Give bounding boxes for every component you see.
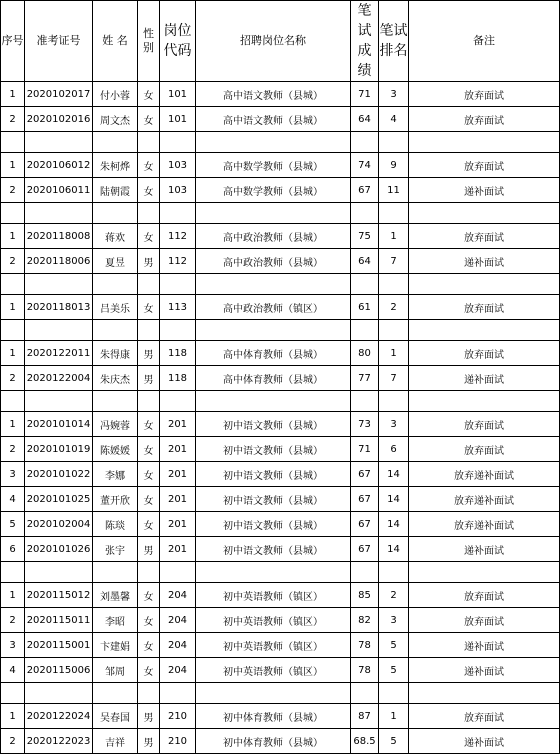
cell-score xyxy=(351,132,379,153)
cell-remark: 递补面试 xyxy=(409,366,560,391)
cell-score: 77 xyxy=(351,366,379,391)
cell-remark: 放弃递补面试 xyxy=(409,512,560,537)
cell-remark xyxy=(409,391,560,412)
cell-exam-id: 2020115012 xyxy=(25,583,93,608)
cell-gender: 男 xyxy=(138,341,160,366)
cell-name: 李昭 xyxy=(93,608,138,633)
cell-seq: 2 xyxy=(1,366,25,391)
cell-remark: 放弃面试 xyxy=(409,107,560,132)
cell-remark xyxy=(409,320,560,341)
cell-name: 吉祥 xyxy=(93,729,138,754)
cell-gender: 男 xyxy=(138,366,160,391)
cell-post-code: 201 xyxy=(160,412,196,437)
cell-rank: 3 xyxy=(379,412,409,437)
cell-seq: 4 xyxy=(1,487,25,512)
cell-name xyxy=(93,132,138,153)
table-row xyxy=(1,437,560,462)
table-row xyxy=(1,729,560,754)
cell-rank: 7 xyxy=(379,366,409,391)
cell-exam-id: 2020122004 xyxy=(25,366,93,391)
cell-gender: 女 xyxy=(138,437,160,462)
cell-post-name xyxy=(196,562,351,583)
cell-post-code: 118 xyxy=(160,341,196,366)
cell-exam-id: 2020101026 xyxy=(25,537,93,562)
cell-gender: 女 xyxy=(138,178,160,203)
cell-post-code: 101 xyxy=(160,107,196,132)
cell-exam-id: 2020122023 xyxy=(25,729,93,754)
cell-score: 78 xyxy=(351,658,379,683)
cell-rank: 1 xyxy=(379,341,409,366)
table-body xyxy=(1,82,560,754)
table-row xyxy=(1,583,560,608)
cell-post-name: 高中语文教师（县城） xyxy=(196,82,351,107)
cell-post-code: 103 xyxy=(160,153,196,178)
cell-rank xyxy=(379,562,409,583)
header-post-code: 岗位代码 xyxy=(160,1,196,82)
cell-rank: 5 xyxy=(379,658,409,683)
cell-seq: 2 xyxy=(1,437,25,462)
separator-row xyxy=(1,391,560,412)
table-row xyxy=(1,487,560,512)
cell-remark: 递补面试 xyxy=(409,537,560,562)
cell-score: 67 xyxy=(351,537,379,562)
cell-exam-id: 2020118006 xyxy=(25,249,93,274)
separator-row xyxy=(1,683,560,704)
cell-gender: 男 xyxy=(138,729,160,754)
cell-score: 82 xyxy=(351,608,379,633)
cell-exam-id: 2020122024 xyxy=(25,704,93,729)
cell-post-name xyxy=(196,132,351,153)
cell-post-code: 201 xyxy=(160,537,196,562)
separator-row xyxy=(1,274,560,295)
cell-post-code xyxy=(160,320,196,341)
cell-post-name: 高中数学教师（县城） xyxy=(196,178,351,203)
cell-seq: 2 xyxy=(1,107,25,132)
cell-exam-id: 2020101019 xyxy=(25,437,93,462)
cell-rank xyxy=(379,203,409,224)
cell-seq: 1 xyxy=(1,224,25,249)
table-row xyxy=(1,633,560,658)
cell-post-name: 初中语文教师（县城） xyxy=(196,437,351,462)
cell-rank: 2 xyxy=(379,583,409,608)
header-rank: 笔试排名 xyxy=(379,1,409,82)
cell-rank: 4 xyxy=(379,107,409,132)
table-row xyxy=(1,462,560,487)
cell-post-name: 初中体育教师（县城） xyxy=(196,704,351,729)
cell-seq: 1 xyxy=(1,82,25,107)
cell-name: 吕美乐 xyxy=(93,295,138,320)
cell-gender: 女 xyxy=(138,487,160,512)
cell-post-name: 初中语文教师（县城） xyxy=(196,412,351,437)
cell-score: 75 xyxy=(351,224,379,249)
cell-rank: 1 xyxy=(379,704,409,729)
cell-seq: 5 xyxy=(1,512,25,537)
cell-exam-id xyxy=(25,683,93,704)
cell-post-code: 210 xyxy=(160,729,196,754)
cell-post-name xyxy=(196,320,351,341)
cell-remark: 放弃面试 xyxy=(409,437,560,462)
cell-gender xyxy=(138,203,160,224)
cell-seq: 1 xyxy=(1,583,25,608)
cell-gender: 女 xyxy=(138,633,160,658)
cell-name xyxy=(93,683,138,704)
cell-score xyxy=(351,562,379,583)
table-row xyxy=(1,704,560,729)
table-row xyxy=(1,249,560,274)
cell-post-code: 201 xyxy=(160,487,196,512)
cell-rank: 7 xyxy=(379,249,409,274)
cell-remark xyxy=(409,203,560,224)
cell-rank xyxy=(379,132,409,153)
cell-post-code xyxy=(160,562,196,583)
cell-rank: 14 xyxy=(379,462,409,487)
cell-exam-id xyxy=(25,132,93,153)
cell-gender: 女 xyxy=(138,583,160,608)
cell-rank: 6 xyxy=(379,437,409,462)
cell-score: 71 xyxy=(351,437,379,462)
cell-post-name: 高中数学教师（县城） xyxy=(196,153,351,178)
cell-post-name: 初中英语教师（镇区） xyxy=(196,633,351,658)
cell-post-name xyxy=(196,203,351,224)
table-row xyxy=(1,512,560,537)
cell-gender xyxy=(138,320,160,341)
cell-post-code: 118 xyxy=(160,366,196,391)
cell-name: 邹周 xyxy=(93,658,138,683)
cell-gender: 女 xyxy=(138,608,160,633)
cell-seq: 6 xyxy=(1,537,25,562)
cell-score: 67 xyxy=(351,487,379,512)
cell-name xyxy=(93,203,138,224)
cell-gender xyxy=(138,274,160,295)
cell-exam-id xyxy=(25,562,93,583)
cell-score: 67 xyxy=(351,512,379,537)
header-remark: 备注 xyxy=(409,1,560,82)
cell-remark: 放弃面试 xyxy=(409,224,560,249)
cell-seq xyxy=(1,203,25,224)
cell-exam-id: 2020101022 xyxy=(25,462,93,487)
cell-score: 64 xyxy=(351,249,379,274)
cell-post-code: 204 xyxy=(160,608,196,633)
cell-post-name: 初中语文教师（县城） xyxy=(196,462,351,487)
separator-row xyxy=(1,132,560,153)
cell-remark: 放弃面试 xyxy=(409,704,560,729)
cell-post-name: 初中语文教师（县城） xyxy=(196,487,351,512)
cell-rank: 14 xyxy=(379,512,409,537)
cell-post-code xyxy=(160,391,196,412)
cell-gender xyxy=(138,132,160,153)
cell-post-code: 112 xyxy=(160,249,196,274)
header-exam-id: 准考证号 xyxy=(25,1,93,82)
cell-gender: 女 xyxy=(138,412,160,437)
table-row xyxy=(1,82,560,107)
cell-exam-id: 2020102017 xyxy=(25,82,93,107)
cell-name: 朱庆杰 xyxy=(93,366,138,391)
cell-post-code: 204 xyxy=(160,658,196,683)
cell-rank xyxy=(379,320,409,341)
cell-post-name: 高中政治教师（县城） xyxy=(196,224,351,249)
table-row xyxy=(1,107,560,132)
table-row xyxy=(1,412,560,437)
cell-gender: 女 xyxy=(138,153,160,178)
cell-rank: 2 xyxy=(379,295,409,320)
cell-post-name: 初中语文教师（县城） xyxy=(196,512,351,537)
separator-row xyxy=(1,320,560,341)
cell-rank: 9 xyxy=(379,153,409,178)
cell-post-code xyxy=(160,132,196,153)
cell-score: 67 xyxy=(351,178,379,203)
header-row xyxy=(1,1,560,82)
cell-exam-id: 2020102004 xyxy=(25,512,93,537)
cell-exam-id: 2020102016 xyxy=(25,107,93,132)
cell-seq xyxy=(1,683,25,704)
cell-gender xyxy=(138,562,160,583)
cell-seq xyxy=(1,274,25,295)
cell-post-code: 201 xyxy=(160,462,196,487)
cell-score: 61 xyxy=(351,295,379,320)
cell-seq: 1 xyxy=(1,153,25,178)
cell-post-name xyxy=(196,391,351,412)
cell-seq: 4 xyxy=(1,658,25,683)
cell-name: 付小蓉 xyxy=(93,82,138,107)
cell-score xyxy=(351,274,379,295)
cell-post-code: 204 xyxy=(160,633,196,658)
cell-post-name: 初中英语教师（镇区） xyxy=(196,658,351,683)
cell-score: 78 xyxy=(351,633,379,658)
cell-seq: 3 xyxy=(1,633,25,658)
cell-post-name: 高中政治教师（镇区） xyxy=(196,295,351,320)
cell-post-name: 初中语文教师（县城） xyxy=(196,537,351,562)
cell-post-name: 初中英语教师（镇区） xyxy=(196,608,351,633)
cell-name: 朱柯烨 xyxy=(93,153,138,178)
cell-seq xyxy=(1,562,25,583)
cell-score: 68.5 xyxy=(351,729,379,754)
cell-post-code xyxy=(160,683,196,704)
cell-gender: 女 xyxy=(138,107,160,132)
cell-score: 87 xyxy=(351,704,379,729)
cell-post-code xyxy=(160,203,196,224)
cell-post-name: 初中体育教师（县城） xyxy=(196,729,351,754)
header-name: 姓 名 xyxy=(93,1,138,82)
cell-seq: 2 xyxy=(1,178,25,203)
cell-post-name: 高中体育教师（县城） xyxy=(196,366,351,391)
cell-exam-id: 2020106012 xyxy=(25,153,93,178)
table-row xyxy=(1,178,560,203)
cell-score: 67 xyxy=(351,462,379,487)
cell-post-name: 高中语文教师（县城） xyxy=(196,107,351,132)
cell-rank: 3 xyxy=(379,608,409,633)
cell-remark: 放弃面试 xyxy=(409,295,560,320)
cell-name: 陈媛媛 xyxy=(93,437,138,462)
cell-gender: 男 xyxy=(138,704,160,729)
cell-exam-id: 2020101025 xyxy=(25,487,93,512)
cell-remark: 递补面试 xyxy=(409,729,560,754)
cell-exam-id: 2020118008 xyxy=(25,224,93,249)
cell-score xyxy=(351,391,379,412)
cell-gender xyxy=(138,683,160,704)
cell-seq: 1 xyxy=(1,341,25,366)
cell-gender: 男 xyxy=(138,249,160,274)
cell-post-name: 高中体育教师（县城） xyxy=(196,341,351,366)
separator-row xyxy=(1,203,560,224)
cell-name xyxy=(93,274,138,295)
table-row xyxy=(1,224,560,249)
cell-post-code: 113 xyxy=(160,295,196,320)
cell-score: 71 xyxy=(351,82,379,107)
cell-name: 朱得康 xyxy=(93,341,138,366)
cell-score xyxy=(351,320,379,341)
cell-gender: 女 xyxy=(138,658,160,683)
cell-rank: 5 xyxy=(379,729,409,754)
cell-exam-id: 2020115011 xyxy=(25,608,93,633)
cell-remark: 递补面试 xyxy=(409,658,560,683)
cell-remark xyxy=(409,683,560,704)
cell-rank: 5 xyxy=(379,633,409,658)
cell-post-code: 201 xyxy=(160,437,196,462)
cell-seq xyxy=(1,320,25,341)
cell-name: 陈琰 xyxy=(93,512,138,537)
cell-gender: 女 xyxy=(138,82,160,107)
cell-name: 董开欣 xyxy=(93,487,138,512)
cell-post-code: 112 xyxy=(160,224,196,249)
table-row xyxy=(1,608,560,633)
cell-exam-id xyxy=(25,320,93,341)
cell-name: 刘墨馨 xyxy=(93,583,138,608)
table-row xyxy=(1,658,560,683)
cell-name xyxy=(93,320,138,341)
cell-name: 李娜 xyxy=(93,462,138,487)
cell-name: 陆朝霞 xyxy=(93,178,138,203)
cell-rank: 1 xyxy=(379,224,409,249)
header-gender: 性别 xyxy=(138,1,160,82)
cell-gender: 女 xyxy=(138,224,160,249)
header-seq: 序号 xyxy=(1,1,25,82)
cell-post-code: 204 xyxy=(160,583,196,608)
cell-rank: 3 xyxy=(379,82,409,107)
cell-rank xyxy=(379,683,409,704)
cell-rank xyxy=(379,274,409,295)
cell-rank: 14 xyxy=(379,487,409,512)
cell-remark xyxy=(409,274,560,295)
cell-name: 蒋欢 xyxy=(93,224,138,249)
cell-post-name xyxy=(196,274,351,295)
cell-exam-id xyxy=(25,391,93,412)
separator-row xyxy=(1,562,560,583)
cell-score: 73 xyxy=(351,412,379,437)
cell-remark: 放弃面试 xyxy=(409,341,560,366)
cell-remark: 放弃递补面试 xyxy=(409,462,560,487)
cell-seq: 3 xyxy=(1,462,25,487)
cell-gender: 女 xyxy=(138,462,160,487)
cell-seq xyxy=(1,391,25,412)
cell-name: 冯婉蓉 xyxy=(93,412,138,437)
table-row xyxy=(1,341,560,366)
cell-remark xyxy=(409,132,560,153)
cell-exam-id: 2020115001 xyxy=(25,633,93,658)
cell-score: 64 xyxy=(351,107,379,132)
cell-name xyxy=(93,562,138,583)
cell-remark: 递补面试 xyxy=(409,633,560,658)
cell-remark: 放弃递补面试 xyxy=(409,487,560,512)
cell-remark: 放弃面试 xyxy=(409,608,560,633)
cell-seq: 2 xyxy=(1,249,25,274)
cell-seq: 1 xyxy=(1,412,25,437)
cell-seq: 1 xyxy=(1,295,25,320)
table-row xyxy=(1,366,560,391)
cell-score: 80 xyxy=(351,341,379,366)
table-row xyxy=(1,537,560,562)
cell-exam-id: 2020101014 xyxy=(25,412,93,437)
cell-post-code xyxy=(160,274,196,295)
cell-name xyxy=(93,391,138,412)
cell-remark: 递补面试 xyxy=(409,178,560,203)
cell-gender: 男 xyxy=(138,537,160,562)
cell-seq: 2 xyxy=(1,608,25,633)
cell-remark: 递补面试 xyxy=(409,249,560,274)
cell-name: 卞建娟 xyxy=(93,633,138,658)
cell-remark: 放弃面试 xyxy=(409,583,560,608)
cell-post-name xyxy=(196,683,351,704)
table-row xyxy=(1,295,560,320)
cell-name: 吴春国 xyxy=(93,704,138,729)
cell-post-name: 高中政治教师（县城） xyxy=(196,249,351,274)
header-score: 笔试成绩 xyxy=(351,1,379,82)
cell-gender: 女 xyxy=(138,512,160,537)
cell-remark: 放弃面试 xyxy=(409,82,560,107)
cell-rank xyxy=(379,391,409,412)
cell-remark: 放弃面试 xyxy=(409,153,560,178)
cell-name: 张宇 xyxy=(93,537,138,562)
cell-seq xyxy=(1,132,25,153)
cell-score: 74 xyxy=(351,153,379,178)
cell-seq: 1 xyxy=(1,704,25,729)
cell-post-code: 103 xyxy=(160,178,196,203)
cell-score xyxy=(351,203,379,224)
cell-seq: 2 xyxy=(1,729,25,754)
table-row xyxy=(1,153,560,178)
cell-exam-id: 2020122011 xyxy=(25,341,93,366)
cell-name: 夏昱 xyxy=(93,249,138,274)
cell-gender: 女 xyxy=(138,295,160,320)
cell-exam-id xyxy=(25,274,93,295)
cell-exam-id: 2020118013 xyxy=(25,295,93,320)
cell-remark: 放弃面试 xyxy=(409,412,560,437)
cell-post-name: 初中英语教师（镇区） xyxy=(196,583,351,608)
cell-name: 周文杰 xyxy=(93,107,138,132)
cell-exam-id xyxy=(25,203,93,224)
cell-exam-id: 2020115006 xyxy=(25,658,93,683)
cell-exam-id: 2020106011 xyxy=(25,178,93,203)
cell-rank: 11 xyxy=(379,178,409,203)
cell-remark xyxy=(409,562,560,583)
cell-rank: 14 xyxy=(379,537,409,562)
cell-post-code: 201 xyxy=(160,512,196,537)
cell-post-code: 210 xyxy=(160,704,196,729)
cell-gender xyxy=(138,391,160,412)
header-post-name: 招聘岗位名称 xyxy=(196,1,351,82)
cell-post-code: 101 xyxy=(160,82,196,107)
cell-score: 85 xyxy=(351,583,379,608)
cell-score xyxy=(351,683,379,704)
